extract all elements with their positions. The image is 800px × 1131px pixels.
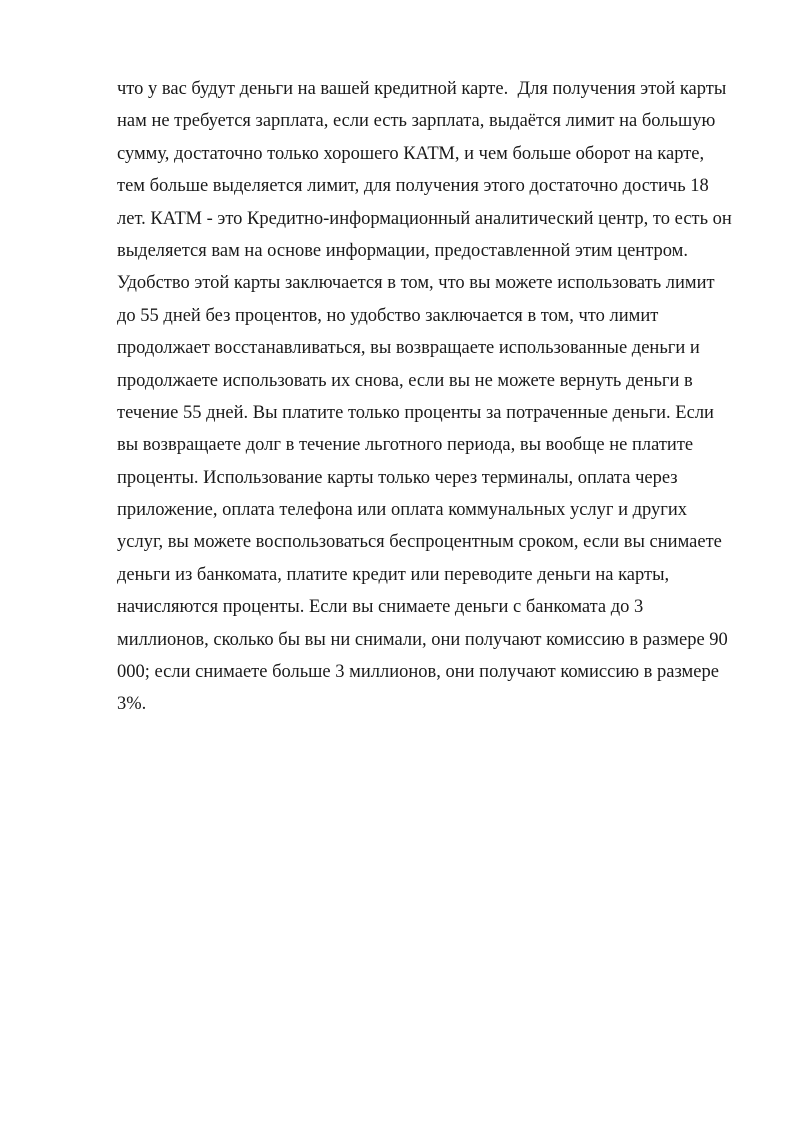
text-line: выделяется вам на основе информации, предоставленной этим центром. xyxy=(117,240,688,261)
body-paragraph xyxy=(117,73,747,721)
text-line: миллионов, сколько бы вы ни снимали, они получают комиссию в размере 90 xyxy=(117,629,728,650)
text-line: начисляются проценты. Если вы снимаете деньги с банкомата до 3 xyxy=(117,597,644,618)
text-line: нам не требуется зарплата, если есть зарплата, выдаётся лимит на большую xyxy=(117,111,716,132)
text-line: продолжаете использовать их снова, если вы не можете вернуть деньги в xyxy=(117,370,693,391)
text-line: продолжает восстанавливаться, вы возвращаете использованные деньги и xyxy=(117,338,700,359)
text-line: вы возвращаете долг в течение льготного периода, вы вообще не платите xyxy=(117,435,694,456)
text-line: приложение, оплата телефона или оплата коммунальных услуг и других xyxy=(117,500,688,521)
text-line: сумму, достаточно только хорошего КАТМ, и чем больше оборот на карте, xyxy=(117,143,705,164)
text-line: услуг, вы можете воспользоваться беспроцентным сроком, если вы снимаете xyxy=(117,532,722,553)
text-line: до 55 дней без процентов, но удобство заключается в том, что лимит xyxy=(117,305,659,326)
text-line: Удобство этой карты заключается в том, что вы можете использовать лимит xyxy=(117,273,715,294)
text-line: 3%. xyxy=(117,694,147,715)
text-line: проценты. Использование карты только через терминалы, оплата через xyxy=(117,467,678,488)
text-line: что у вас будут деньги на вашей кредитной карте. Для получения этой карты xyxy=(117,79,727,99)
text-line: течение 55 дней. Вы платите только проценты за потраченные деньги. Если xyxy=(117,402,714,423)
text-line: лет. КАТМ - это Кредитно-информационный аналитический центр, то есть он xyxy=(117,208,732,229)
text-line: тем больше выделяется лимит, для получения этого достаточно достичь 18 xyxy=(117,176,709,197)
text-line: деньги из банкомата, платите кредит или переводите деньги на карты, xyxy=(117,564,670,585)
text-line: 000; если снимаете больше 3 миллионов, они получают комиссию в размере xyxy=(117,662,719,683)
